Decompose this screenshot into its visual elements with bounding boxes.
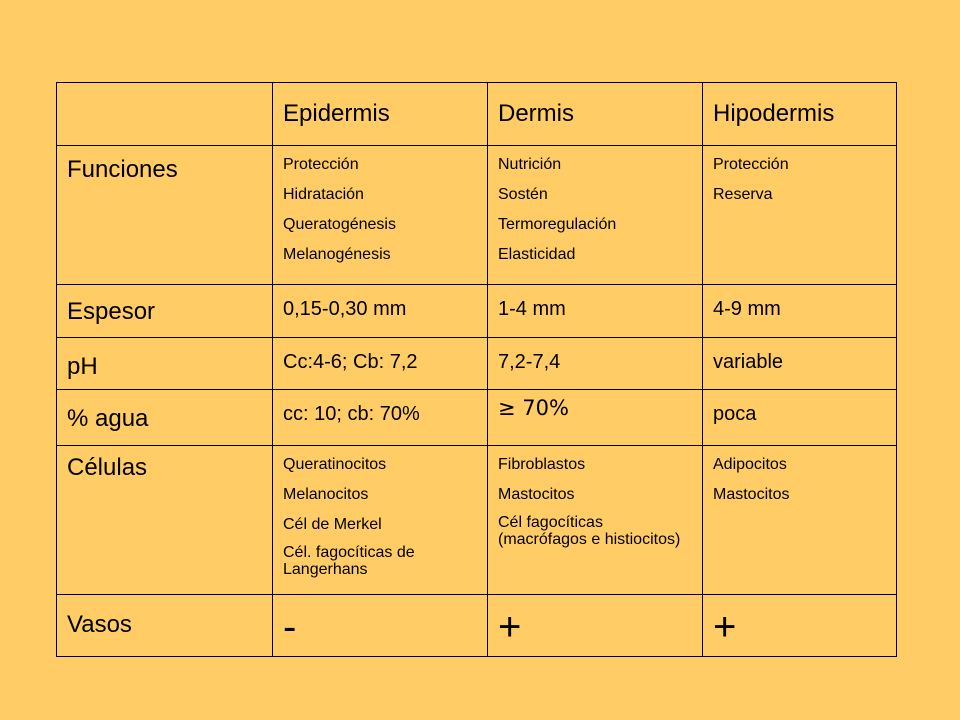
espesor-epidermis: 0,15-0,30 mm — [273, 285, 488, 338]
list-item: Cél. fagocíticas de Langerhans — [283, 544, 415, 578]
vasos-hipodermis: + — [703, 595, 897, 657]
espesor-hipodermis: 4-9 mm — [703, 285, 897, 338]
row-label-agua: % agua — [57, 390, 273, 446]
list-item: Mastocitos — [498, 486, 575, 503]
row-ph — [57, 338, 897, 390]
header-dermis: Dermis — [488, 83, 703, 146]
corner-cell — [57, 83, 273, 146]
list-item: Hidratación — [283, 186, 364, 203]
espesor-dermis: 1-4 mm — [488, 285, 703, 338]
list-item: Queratinocitos — [283, 456, 387, 473]
list-item: Reserva — [713, 186, 773, 203]
ph-dermis: 7,2-7,4 — [488, 338, 703, 390]
row-label-funciones: Funciones — [57, 146, 273, 285]
header-hipodermis: Hipodermis — [703, 83, 897, 146]
list-item: Cél fagocíticas (macrófagos e histiocitos) — [498, 514, 681, 548]
vasos-epidermis: - — [273, 595, 488, 657]
celulas-hipodermis — [703, 446, 897, 595]
row-espesor — [57, 285, 897, 338]
list-item: Fibroblastos — [498, 456, 586, 473]
list-item: Nutrición — [498, 156, 562, 173]
row-funciones — [57, 146, 897, 285]
agua-epidermis: cc: 10; cb: 70% — [273, 390, 488, 446]
agua-dermis: ≥ 70% — [488, 390, 703, 446]
row-label-ph: pH — [57, 338, 273, 390]
list-item: Sostén — [498, 186, 548, 203]
funciones-epidermis — [273, 146, 488, 285]
ph-hipodermis: variable — [703, 338, 897, 390]
list-item: Melanogénesis — [283, 246, 391, 263]
list-item: Adipocitos — [713, 456, 787, 473]
row-vasos — [57, 595, 897, 657]
header-row — [57, 83, 897, 146]
list-item: Termoregulación — [498, 216, 617, 233]
row-celulas — [57, 446, 897, 595]
row-agua — [57, 390, 897, 446]
list-item: Cél de Merkel — [283, 516, 382, 533]
list-item: Queratogénesis — [283, 216, 396, 233]
header-epidermis: Epidermis — [273, 83, 488, 146]
vasos-dermis: + — [488, 595, 703, 657]
agua-hipodermis: poca — [703, 390, 897, 446]
funciones-hipodermis — [703, 146, 897, 285]
funciones-dermis — [488, 146, 703, 285]
row-label-vasos: Vasos — [57, 595, 273, 657]
skin-layers-table — [56, 82, 897, 657]
celulas-dermis — [488, 446, 703, 595]
ph-epidermis: Cc:4-6; Cb: 7,2 — [273, 338, 488, 390]
row-label-celulas: Células — [57, 446, 273, 595]
list-item: Mastocitos — [713, 486, 790, 503]
list-item: Protección — [713, 156, 789, 173]
list-item: Elasticidad — [498, 246, 576, 263]
celulas-epidermis — [273, 446, 488, 595]
row-label-espesor: Espesor — [57, 285, 273, 338]
list-item: Melanocitos — [283, 486, 369, 503]
list-item: Protección — [283, 156, 359, 173]
